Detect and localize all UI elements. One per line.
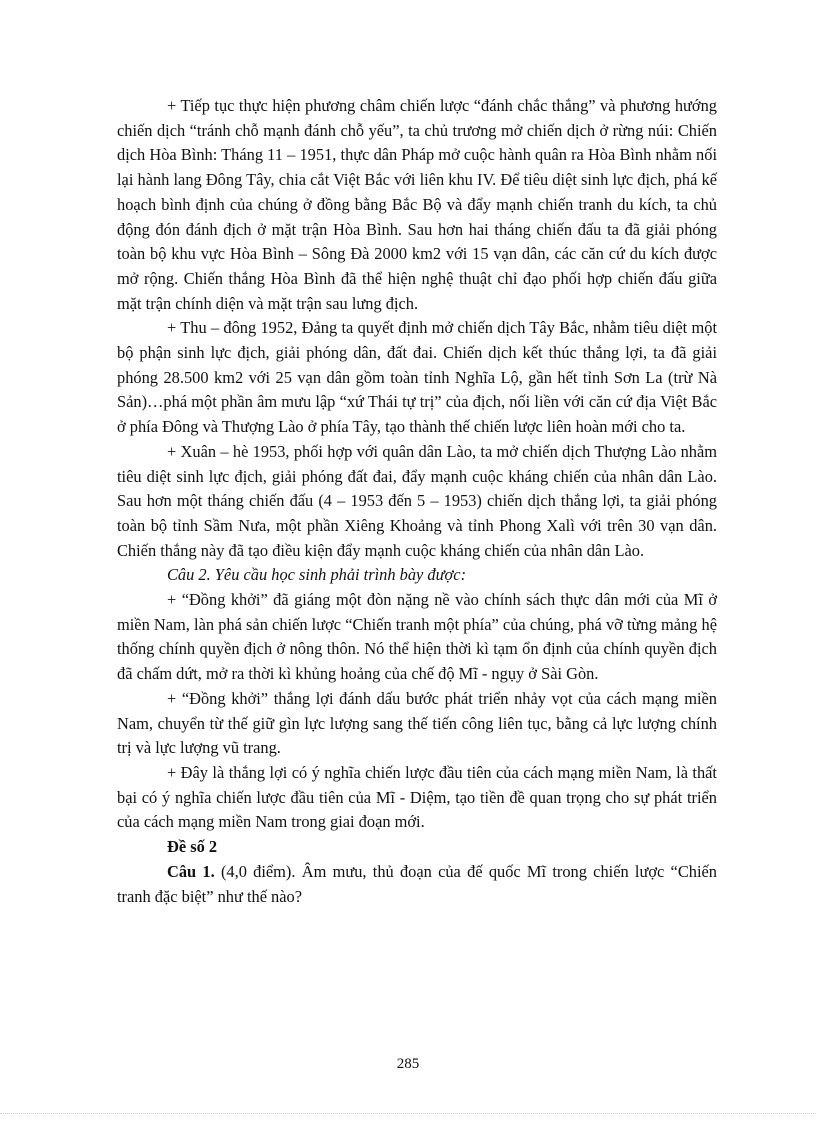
page-number: 285 <box>396 1056 420 1072</box>
paragraph-strategic-significance: + Đây là thắng lợi có ý nghĩa chiến lược đầu tiên của cách mạng miền Nam, là thất bại có ý nghĩa chiến lược đầu tiên của Mĩ - Diệm, tạo tiền đề quan trọng cho sự phát triển của cách mạng miền Nam trong giai đoạn mới. <box>117 762 717 832</box>
paragraph-dong-khoi-victory: + “Đồng khởi” thắng lợi đánh dấu bước phát triển nhảy vọt của cách mạng miền Nam, chuyển từ thế giữ gìn lực lượng sang thế tiến công liên tục, bằng cả lực lượng chính trị và lực lượng vũ trang. <box>117 688 717 758</box>
question-2-heading: Câu 2. Yêu cầu học sinh phải trình bày được: <box>167 565 467 585</box>
paragraph-tay-bac-campaign: + Thu – đông 1952, Đảng ta quyết định mở chiến dịch Tây Bắc, nhằm tiêu diệt một bộ phận sinh lực địch, giải phóng dân, đất đai. Chiến dịch kết thúc thắng lợi, ta đã giải phóng 28.500 km2 với 25 vạn dân gồm toàn tỉnh Nghĩa Lộ, gần hết tỉnh Sơn La (trừ Nà Sản)…phá một phần âm mưu lập “xứ Thái tự trị” của địch, nối liền với căn cứ địa Việt Bắc ở phía Đông và Thượng Lào ở phía Tây, tạo thành thế chiến lược liên hoàn mới cho ta. <box>117 318 717 437</box>
paragraph-dong-khoi-impact: + “Đồng khởi” đã giáng một đòn nặng nề vào chính sách thực dân mới của Mĩ ở miền Nam, làn phá sản chiến lược “Chiến tranh một phía” của chúng, phá vỡ từng mảng hệ thống chính quyền địch ở nông thôn. Nó thể hiện thời kì tạm ổn định của chính quyền địch đã chấm dứt, mở ra thời kì khủng hoảng của chế độ Mĩ - ngụy ở Sài Gòn. <box>117 590 717 684</box>
document-body <box>117 94 717 909</box>
exam-2-heading <box>117 835 717 860</box>
question-1-label: Câu 1. <box>167 861 215 881</box>
question-1-text: (4,0 điểm). Âm mưu, thủ đoạn của đế quốc Mĩ trong chiến lược “Chiến tranh đặc biệt” như thế nào? <box>117 861 717 906</box>
exam-2-title: Đề số 2 <box>167 837 218 857</box>
page-bottom-divider <box>0 1113 816 1114</box>
exam-2-question-1 <box>117 860 717 909</box>
paragraph-thuong-lao-campaign: + Xuân – hè 1953, phối hợp với quân dân Lào, ta mở chiến dịch Thượng Lào nhằm tiêu diệt sinh lực địch, giải phóng đất đai, đẩy mạnh cuộc kháng chiến của nhân dân Lào. Sau hơn một tháng chiến đấu (4 – 1953 đến 5 – 1953) chiến dịch thắng lợi, ta giải phóng toàn bộ tỉnh Sầm Nưa, một phần Xiêng Khoảng và tỉnh Phong Xalì với trên 30 vạn dân. Chiến thắng này đã tạo điều kiện đẩy mạnh cuộc kháng chiến của nhân dân Lào. <box>117 441 717 560</box>
paragraph-hoa-binh-campaign: + Tiếp tục thực hiện phương châm chiến lược “đánh chắc thắng” và phương hướng chiến dịch “tránh chỗ mạnh đánh chỗ yếu”, ta chủ trương mở chiến dịch ở rừng núi: Chiến dịch Hòa Bình: Tháng 11 – 1951, thực dân Pháp mở cuộc hành quân ra Hòa Bình nhằm nối lại hành lang Đông Tây, chia cắt Việt Bắc với liên khu IV. Để tiêu diệt sinh lực địch, phá kế hoạch bình định của chúng ở đồng bằng Bắc Bộ và đẩy mạnh chiến tranh du kích, ta chủ động đón đánh địch ở mặt trận Hòa Bình. Sau hơn hai tháng chiến đấu ta đã giải phóng toàn bộ khu vực Hòa Bình – Sông Đà 2000 km2 với 15 vạn dân, các căn cứ du kích được mở rộng. Chiến thắng Hòa Bình đã thể hiện nghệ thuật chỉ đạo phối hợp chiến đấu giữa mặt trận chính diện và mặt trận sau lưng địch. <box>117 96 717 313</box>
